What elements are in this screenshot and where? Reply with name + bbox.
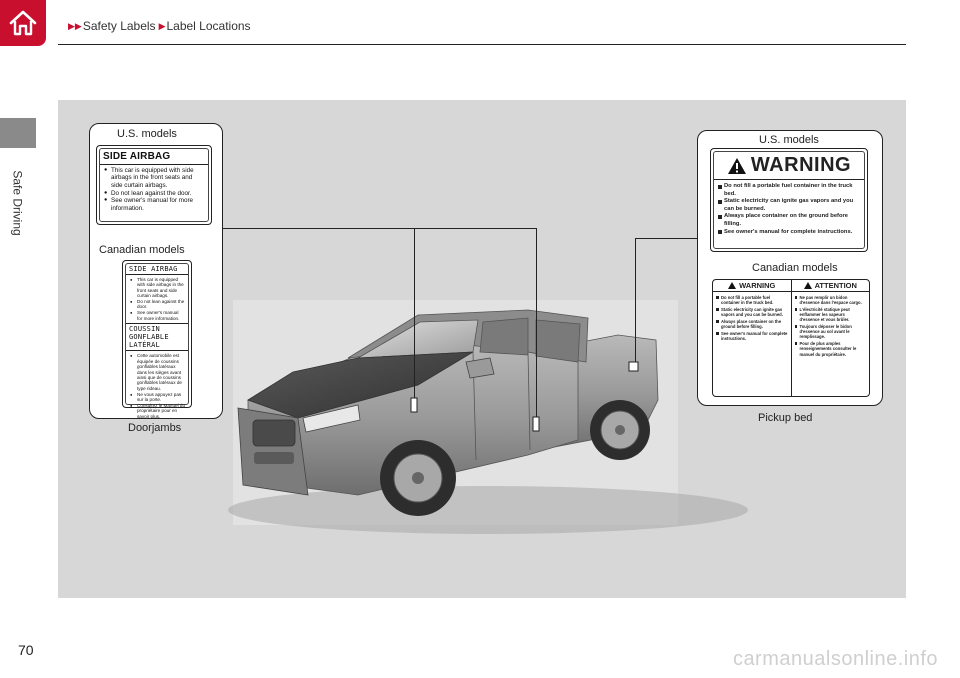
label-item: Always place container on the ground before filling. [716, 319, 788, 329]
label-item: Toujours déposer le bidon d'essence au sol avant le remplissage. [795, 324, 867, 340]
label-item: ● Cette automobile est équipée de coussins gonflables latéraux dans les sièges avant ainsi que de coussins gonflables latéraux de type rideau. [130, 353, 185, 391]
home-button[interactable] [0, 0, 46, 46]
header-divider [58, 44, 906, 45]
label-item: ● This car is equipped with side airbags in the front seats and side curtain airbags. [104, 167, 205, 189]
label-title: SIDE AIRBAG [100, 149, 208, 165]
leader-line [536, 228, 537, 417]
label-item: ● Do not lean against the door. [104, 190, 205, 197]
breadcrumb [68, 19, 254, 33]
french-column [791, 292, 870, 396]
warning-header [714, 152, 864, 180]
label-border [713, 151, 865, 249]
canadian-models-caption: Canadian models [99, 244, 185, 256]
label-item: Pour de plus amples renseignements consulter le manuel du propriétaire. [795, 341, 867, 357]
section-tab-label: Safe Driving [11, 170, 25, 236]
breadcrumb-arrow-icon: ▶ [158, 20, 166, 31]
warning-triangle-icon [727, 157, 747, 175]
breadcrumb-item-safety-labels[interactable]: Safety Labels [82, 19, 156, 33]
label-item: L'électricité statique peut enflammer les vapeurs d'essence et vous brûler. [795, 307, 867, 323]
bilingual-header [713, 280, 869, 292]
label-item: Do not fill a portable fuel container in the truck bed. [718, 183, 860, 198]
doorjamb-label-marker-front [411, 398, 417, 412]
label-item: ● This car is equipped with side airbags in the front seats and side curtain airbags. [130, 277, 185, 299]
watermark: carmanualsonline.info [732, 648, 938, 670]
breadcrumb-item-label-locations[interactable]: Label Locations [166, 19, 251, 33]
home-icon [7, 8, 39, 38]
label-item: See owner's manual for complete instructions. [716, 331, 788, 341]
english-column [713, 292, 791, 396]
warning-header-en: WARNING [713, 280, 791, 291]
leader-line [635, 238, 636, 362]
doorjambs-caption: Doorjambs [128, 422, 182, 434]
canadian-fuel-warning-label [712, 279, 870, 397]
label-item: ● See owner's manual for more information. [130, 310, 185, 321]
page-number: 70 [18, 642, 34, 658]
us-fuel-warning-label [710, 148, 868, 252]
warning-triangle-icon [728, 282, 736, 289]
section-tab-marker[interactable] [0, 118, 36, 148]
label-item: ● Do not lean against the door. [130, 299, 185, 310]
label-item: Always place container on the ground before filling. [718, 213, 860, 228]
warning-title: WARNING [750, 154, 852, 176]
label-item: See owner's manual for complete instructions. [718, 229, 860, 237]
label-item: Static electricity can ignite gas vapors and you can be burned. [716, 307, 788, 317]
us-models-caption: U.S. models [117, 128, 177, 140]
label-item: ● Consultez le Manuel du propriétaire pour en savoir plus. [130, 403, 185, 419]
label-item: ● See owner's manual for more information. [104, 197, 205, 212]
canadian-models-caption: Canadian models [752, 262, 838, 274]
doorjamb-labels-panel [89, 123, 223, 419]
canadian-side-airbag-label [122, 260, 192, 419]
pickup-bed-labels-panel [697, 130, 883, 406]
us-models-caption: U.S. models [759, 134, 819, 146]
label-title-fr: COUSSIN GONFLABLE LATÉRAL [126, 323, 188, 351]
pickup-bed-label-marker [629, 362, 638, 371]
doorjamb-label-marker-rear [533, 417, 539, 431]
label-border [125, 263, 189, 419]
bilingual-columns [713, 292, 869, 396]
leader-line [414, 228, 415, 398]
label-item: Ne pas remplir un bidon d'essence dans l'espace cargo. [795, 295, 867, 305]
us-side-airbag-label [96, 145, 212, 225]
label-item: ● Ne vous appuyez pas sur la porte. [130, 392, 185, 403]
label-border [99, 148, 209, 222]
leader-line [635, 238, 697, 239]
warning-triangle-icon [804, 282, 812, 289]
leader-line [414, 228, 536, 229]
label-title-en: SIDE AIRBAG [126, 264, 188, 275]
breadcrumb-arrow-icon: ▶▶ [68, 20, 82, 31]
leader-line [223, 228, 414, 229]
label-item: Static electricity can ignite gas vapors and you can be burned. [718, 198, 860, 213]
label-locations-figure [58, 100, 906, 598]
label-item: Do not fill a portable fuel container in the truck bed. [716, 295, 788, 305]
warning-header-fr: ATTENTION [791, 280, 870, 291]
pickup-bed-caption: Pickup bed [758, 412, 813, 424]
